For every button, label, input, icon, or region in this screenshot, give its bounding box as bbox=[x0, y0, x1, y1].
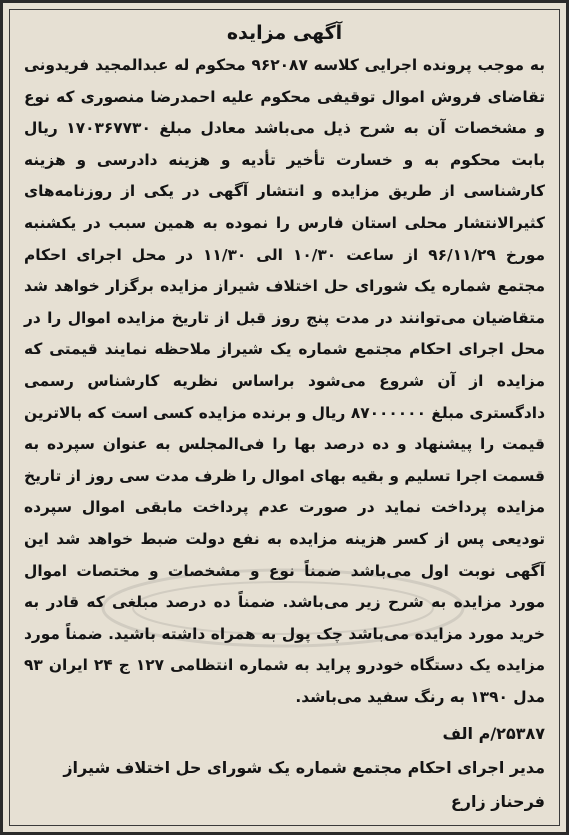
notice-title: آگهی مزایده bbox=[226, 22, 343, 44]
notice-frame bbox=[9, 9, 560, 826]
signature-title: مدیر اجرای احکام مجتمع شماره یک شورای حل اختلاف شیراز bbox=[63, 758, 545, 778]
notice-body: به موجب پرونده اجرایی کلاسه ۹۶۲۰۸۷ محکوم له عبدالمجید فریدونی تقاضای فروش اموال توقیفی محکوم علیه احمدرضا منصوری که نوع و مشخصات آن به شرح ذیل می‌باشد معادل مبلغ ۱۷۰۳۶۷۷۳۰ ریال بابت محکوم به و خسارت تأخیر تأدیه و هزینه دادرسی و هزینه کارشناسی از طریق مزایده و انتشار آگهی در یکی از روزنامه‌های کثیرالانتشار محلی استان فارس را نموده به همین سبب در یکشنبه مورخ ۹۶/۱۱/۲۹ از ساعت ۱۰/۳۰ الی ۱۱/۳۰ در محل اجرای احکام مجتمع شماره یک شورای حل اختلاف شیراز مزایده برگزار خواهد شد متقاضیان می‌توانند در مدت پنج روز قبل از تاریخ مزایده اموال را در محل اجرای احکام مجتمع شماره یک شیراز ملاحظه نمایند قیمتی که مزایده از آن شروع می‌شود براساس نظریه کارشناس رسمی دادگستری مبلغ ۸۷۰۰۰۰۰۰ ریال و برنده مزایده کسی است که بالاترین قیمت را پیشنهاد و ده درصد بها را فی‌المجلس به عنوان سپرده به قسمت اجرا تسلیم و بقیه بهای اموال را ظرف مدت سی روز از تاریخ مزایده پرداخت نماید در صورت عدم پرداخت مابقی اموال سپرده تودیعی پس از کسر هزینه مزایده به نفع دولت ضبط خواهد شد این آگهی نوبت اول می‌باشد ضمناً نوع و مشخصات و مختصات اموال مورد مزایده به شرح زیر می‌باشد. ضمناً ده درصد مبلغی که قادر به خرید مورد مزایده می‌باشد چک پول به همراه داشته باشید. ضمناً مورد مزایده یک دستگاه خودرو پراید به شماره انتظامی ۱۲۷ ج ۲۴ ایران ۹۳ مدل ۱۳۹۰ به رنگ سفید می‌باشد. bbox=[24, 56, 546, 706]
signature-name: فرحناز زارع bbox=[450, 792, 545, 812]
notice-reference-number: ۲۵۳۸۷/م الف bbox=[442, 724, 545, 744]
